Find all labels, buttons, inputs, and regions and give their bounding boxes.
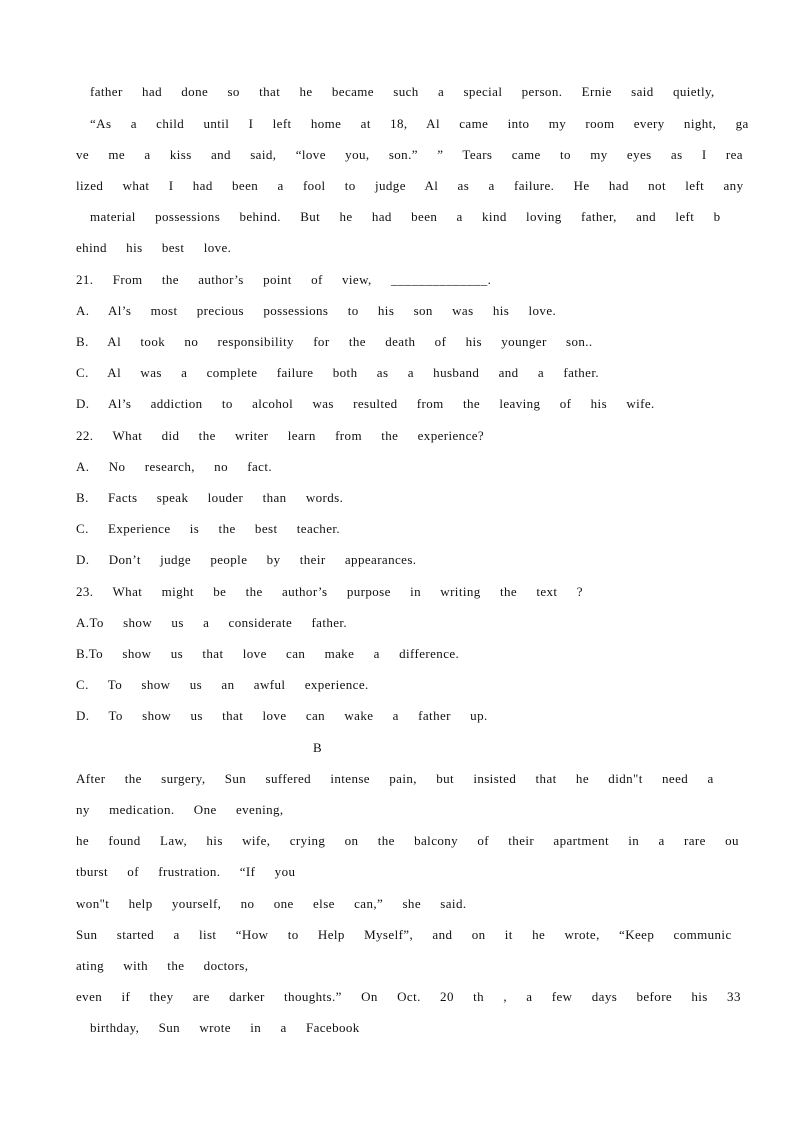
passage-b-line: tburst of frustration. “If you bbox=[76, 864, 296, 879]
section-b-heading: B bbox=[313, 740, 323, 755]
question-23-option-b: B.To show us that love can make a difference. bbox=[76, 646, 460, 661]
passage-a-line: material possessions behind. But he had been a kind loving father, and left b bbox=[90, 209, 721, 224]
question-23-stem: 23. What might be the author’s purpose in writing the text ? bbox=[76, 584, 583, 599]
passage-a-line: father had done so that he became such a special person. Ernie said quietly, bbox=[90, 84, 715, 99]
question-22-option-c: C. Experience is the best teacher. bbox=[76, 521, 341, 536]
question-22-option-a: A. No research, no fact. bbox=[76, 459, 273, 474]
passage-b-line: he found Law, his wife, crying on the balcony of their apartment in a rare ou bbox=[76, 833, 739, 848]
passage-a-line: lized what I had been a fool to judge Al as a failure. He had not left any bbox=[76, 178, 744, 193]
question-21-option-a: A. Al’s most precious possessions to his son was his love. bbox=[76, 303, 557, 318]
question-21-stem: 21. From the author’s point of view, ______________. bbox=[76, 272, 492, 287]
passage-a-line: “As a child until I left home at 18, Al came into my room every night, ga bbox=[90, 116, 749, 131]
question-23-option-a: A.To show us a considerate father. bbox=[76, 615, 348, 630]
question-21-option-c: C. Al was a complete failure both as a husband and a father. bbox=[76, 365, 599, 380]
passage-b-line: ating with the doctors, bbox=[76, 958, 249, 973]
question-22-option-b: B. Facts speak louder than words. bbox=[76, 490, 344, 505]
passage-b-line: won"t help yourself, no one else can,” she said. bbox=[76, 896, 467, 911]
passage-b-line: Sun started a list “How to Help Myself”, and on it he wrote, “Keep communic bbox=[76, 927, 732, 942]
passage-a-line: ve me a kiss and said, “love you, son.” ” Tears came to my eyes as I rea bbox=[76, 147, 743, 162]
question-22-stem: 22. What did the writer learn from the experience? bbox=[76, 428, 485, 443]
passage-b-line: After the surgery, Sun suffered intense pain, but insisted that he didn"t need a bbox=[76, 771, 714, 786]
question-21-option-d: D. Al’s addiction to alcohol was resulted from the leaving of his wife. bbox=[76, 396, 655, 411]
passage-b-line: ny medication. One evening, bbox=[76, 802, 284, 817]
question-23-option-d: D. To show us that love can wake a father up. bbox=[76, 708, 488, 723]
passage-a-line: ehind his best love. bbox=[76, 240, 232, 255]
question-22-option-d: D. Don’t judge people by their appearances. bbox=[76, 552, 417, 567]
question-21-option-b: B. Al took no responsibility for the death of his younger son.. bbox=[76, 334, 593, 349]
question-23-option-c: C. To show us an awful experience. bbox=[76, 677, 369, 692]
passage-b-line: even if they are darker thoughts.” On Oct. 20 th , a few days before his 33 bbox=[76, 989, 741, 1004]
passage-b-line: birthday, Sun wrote in a Facebook bbox=[90, 1020, 360, 1035]
